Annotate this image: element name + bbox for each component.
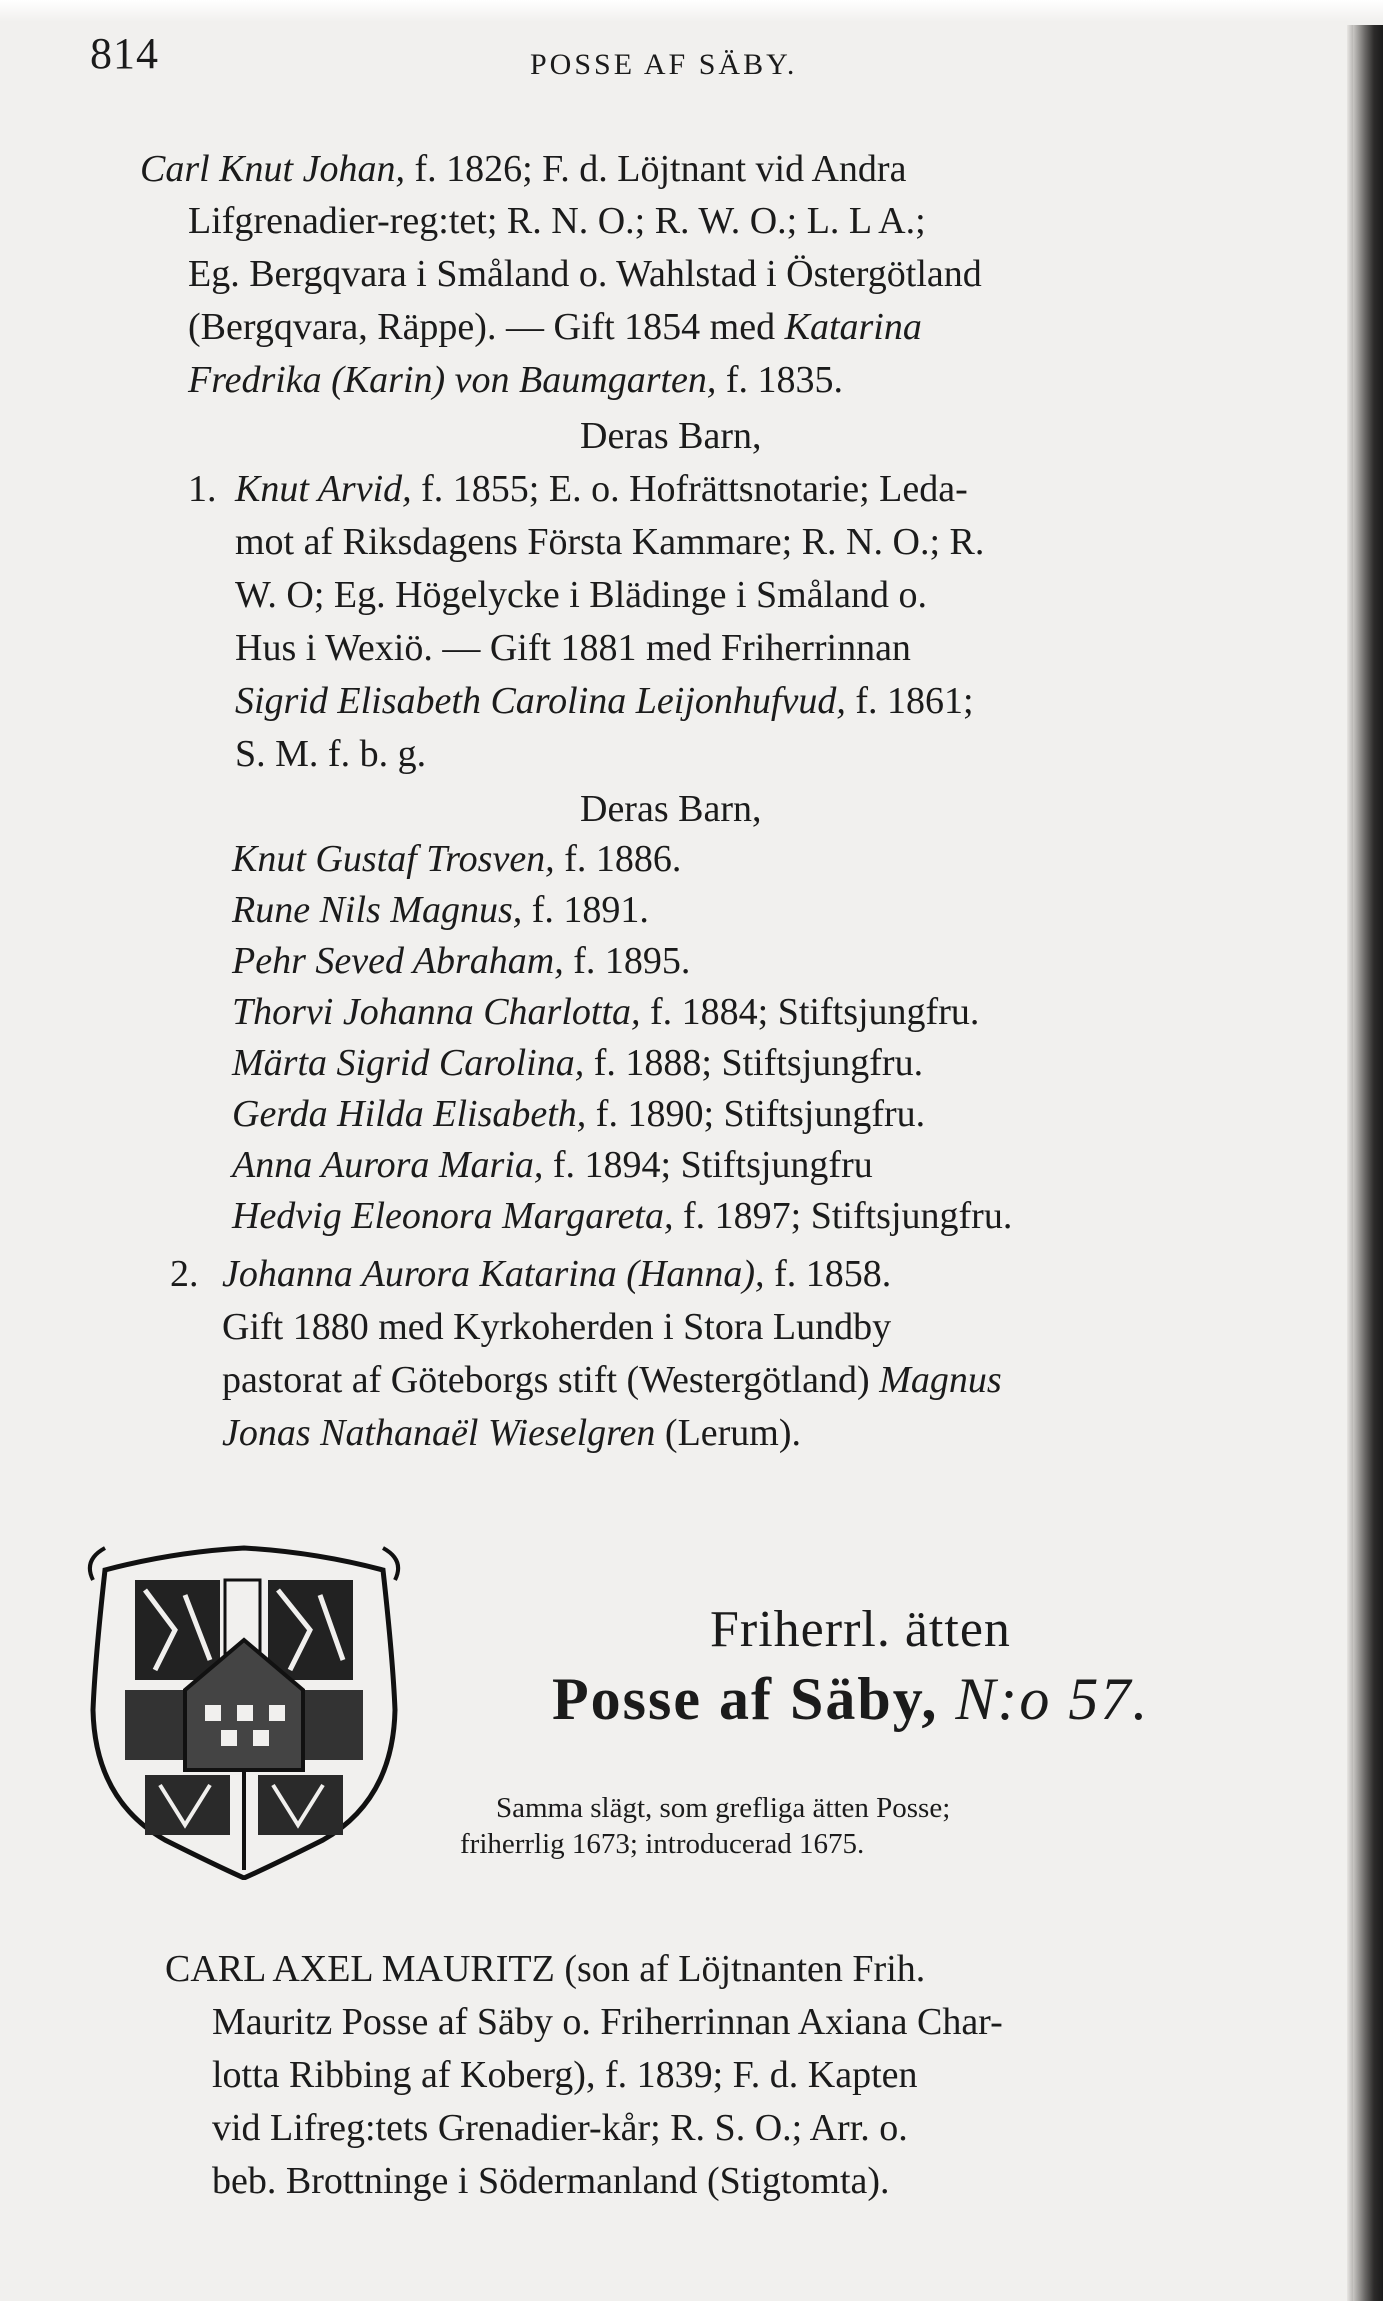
- entry-carl-axel-line1: CARL AXEL MAURITZ (son af Löjtnanten Frih.: [165, 1948, 926, 1990]
- subheading-deras-barn-2: Deras Barn,: [580, 788, 762, 830]
- child1-line2: mot af Riksdagens Första Kammare; R. N. O.; R.: [235, 521, 985, 563]
- entry-carl-knut-line4: (Bergqvara, Räppe). — Gift 1854 med Katarina: [188, 306, 922, 348]
- entry-carl-axel-line5: beb. Brottninge i Södermanland (Stigtomta).: [212, 2160, 890, 2202]
- child1-line6: S. M. f. b. g.: [235, 733, 427, 775]
- grandchild-item: Rune Nils Magnus, f. 1891.: [232, 889, 649, 931]
- grandchild-item: Anna Aurora Maria, f. 1894; Stiftsjungfru: [232, 1144, 873, 1186]
- grandchild-item: Thorvi Johanna Charlotta, f. 1884; Stiftsjungfru.: [232, 991, 980, 1033]
- child2-line3: pastorat af Göteborgs stift (Westergötland) Magnus: [222, 1359, 1002, 1401]
- section-title-line1: Friherrl. ätten: [710, 1601, 1011, 1658]
- child1-line4: Hus i Wexiö. — Gift 1881 med Friherrinnan: [235, 627, 911, 669]
- running-title: POSSE AF SÄBY.: [530, 48, 798, 81]
- child2-line1: Johanna Aurora Katarina (Hanna), f. 1858.: [222, 1253, 892, 1295]
- child1-number: 1.: [188, 468, 217, 510]
- page-binding-edge: [1353, 25, 1383, 2301]
- entry-carl-axel-line3: lotta Ribbing af Koberg), f. 1839; F. d. Kapten: [212, 2054, 918, 2096]
- page-top-shade: [0, 0, 1383, 22]
- child1-line1: Knut Arvid, f. 1855; E. o. Hofrättsnotarie; Leda-: [235, 468, 968, 510]
- child2-line2: Gift 1880 med Kyrkoherden i Stora Lundby: [222, 1306, 892, 1348]
- child2-number: 2.: [170, 1253, 199, 1295]
- section-note-line2: friherrlig 1673; introducerad 1675.: [460, 1828, 865, 1860]
- grandchild-item: Märta Sigrid Carolina, f. 1888; Stiftsjungfru.: [232, 1042, 924, 1084]
- subheading-deras-barn: Deras Barn,: [580, 415, 762, 457]
- entry-carl-axel-line2: Mauritz Posse af Säby o. Friherrinnan Axiana Char-: [212, 2001, 1003, 2043]
- grandchild-item: Knut Gustaf Trosven, f. 1886.: [232, 838, 682, 880]
- section-note-line1: Samma slägt, som grefliga ätten Posse;: [496, 1792, 951, 1824]
- page-header: [90, 28, 1330, 88]
- section-title-line2: Posse af Säby, N:o 57.: [552, 1666, 1150, 1732]
- entry-carl-knut-line5: Fredrika (Karin) von Baumgarten, f. 1835.: [188, 359, 844, 401]
- entry-carl-knut-line3: Eg. Bergqvara i Småland o. Wahlstad i Östergötland: [188, 253, 982, 295]
- child2-line4: Jonas Nathanaël Wieselgren (Lerum).: [222, 1412, 802, 1454]
- entry-carl-knut-line1: Carl Knut Johan, f. 1826; F. d. Löjtnant vid Andra: [140, 148, 907, 190]
- heraldic-shield-icon: [75, 1540, 413, 1880]
- entry-carl-axel-line4: vid Lifreg:tets Grenadier-kår; R. S. O.; Arr. o.: [212, 2107, 908, 2149]
- child1-line5: Sigrid Elisabeth Carolina Leijonhufvud, f. 1861;: [235, 680, 974, 722]
- grandchild-item: Gerda Hilda Elisabeth, f. 1890; Stiftsjungfru.: [232, 1093, 926, 1135]
- grandchild-item: Pehr Seved Abraham, f. 1895.: [232, 940, 691, 982]
- entry-carl-knut-line2: Lifgrenadier-reg:tet; R. N. O.; R. W. O.; L. L A.;: [188, 200, 926, 242]
- page-number: 814: [90, 29, 159, 78]
- grandchild-item: Hedvig Eleonora Margareta, f. 1897; Stiftsjungfru.: [232, 1195, 1013, 1237]
- child1-line3: W. O; Eg. Högelycke i Blädinge i Småland o.: [235, 574, 927, 616]
